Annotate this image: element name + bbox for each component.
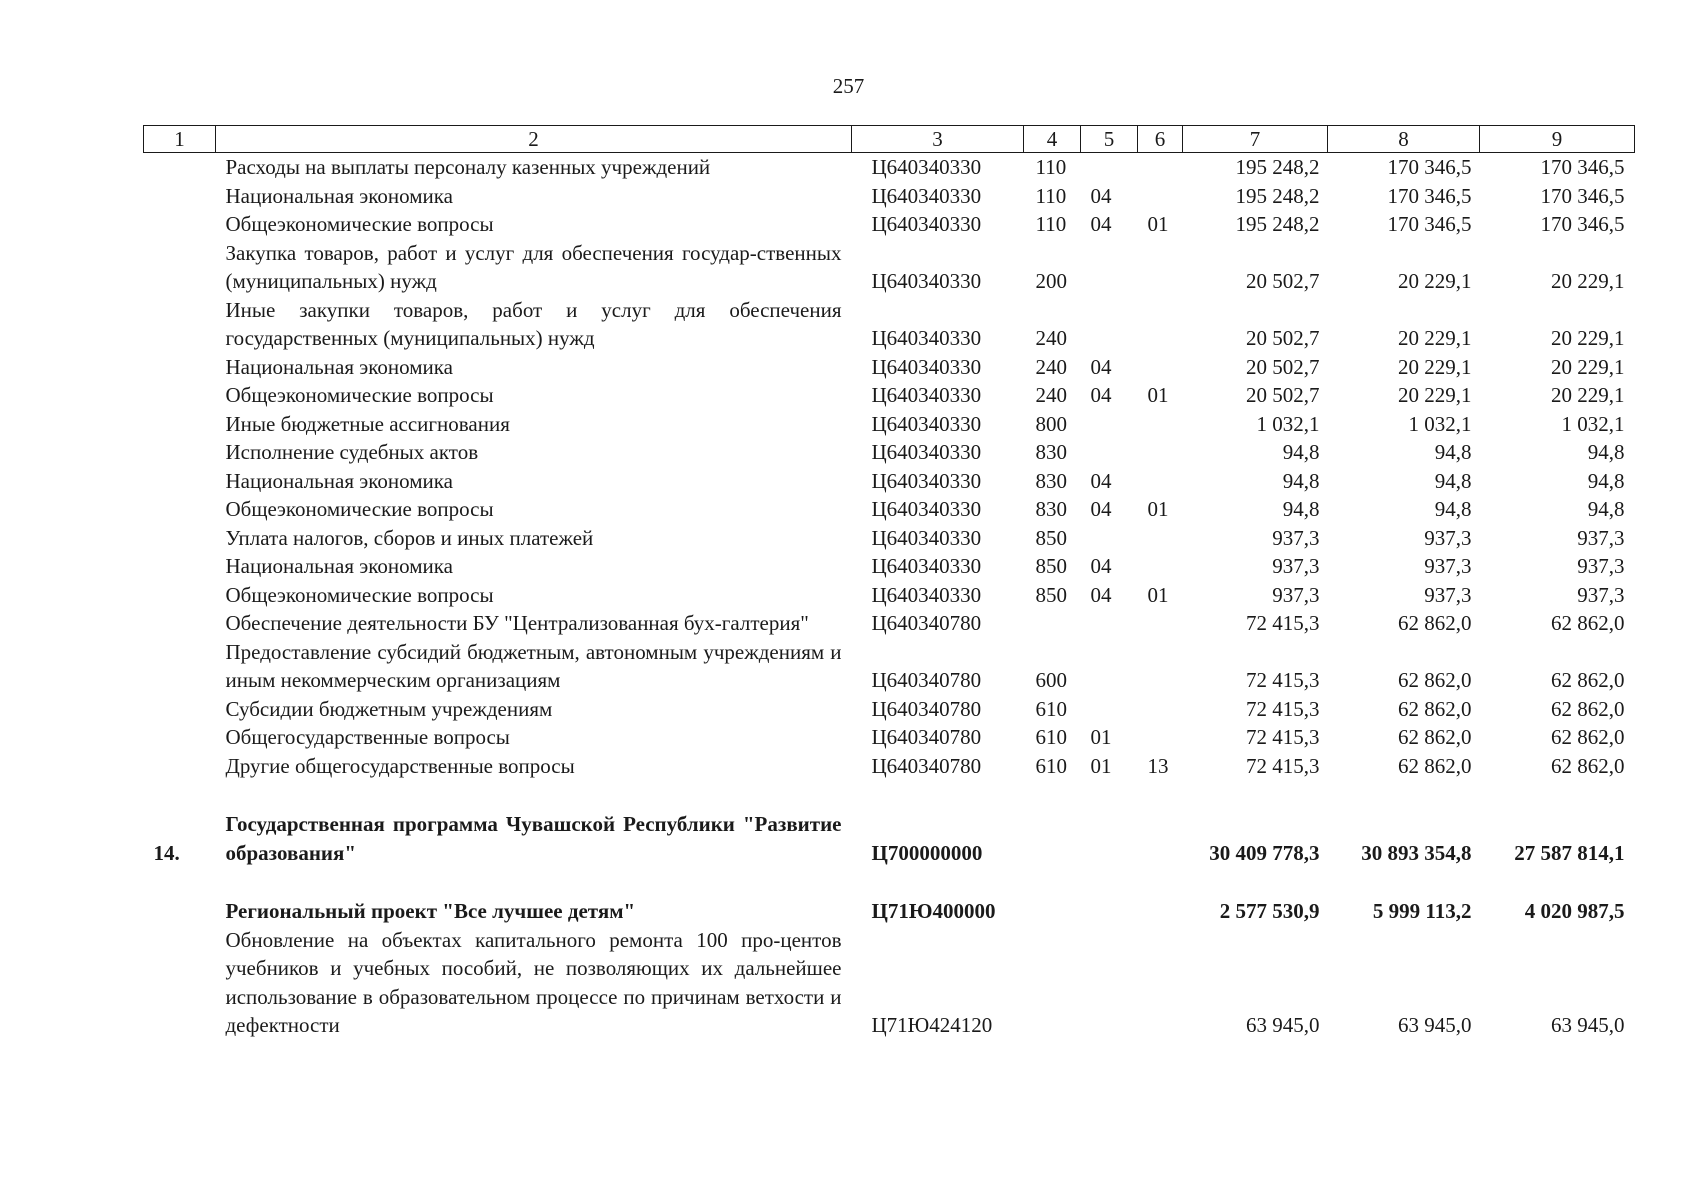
amount-col-8: 20 229,1 — [1398, 269, 1472, 293]
amount-col-9: 170 346,5 — [1540, 155, 1625, 179]
row-number — [144, 552, 216, 581]
section-code — [1081, 296, 1138, 353]
row-name: Исполнение судебных актов — [225, 440, 479, 464]
section-code: 04 — [1090, 497, 1112, 521]
row-name: Субсидии бюджетным учреждениям — [225, 696, 553, 721]
row-number — [144, 609, 216, 638]
amount-col-9: 170 346,5 — [1540, 212, 1625, 236]
expense-type: 110 — [1035, 155, 1067, 179]
section-code — [1081, 438, 1138, 467]
amount-col-7: 63 945,0 — [1246, 1013, 1320, 1037]
subsection-code: 01 — [1147, 383, 1169, 407]
amount-col-8: 62 862,0 — [1398, 753, 1472, 778]
amount-col-7: 20 502,7 — [1246, 354, 1320, 379]
project-row — [144, 897, 1635, 926]
amount-col-7: 195 248,2 — [1235, 155, 1320, 179]
target-code: Ц71Ю400000 — [871, 899, 996, 923]
subsection-code — [1138, 638, 1183, 695]
target-code: Ц640340330 — [871, 383, 982, 407]
table-row — [144, 524, 1635, 553]
column-header: 8 — [1328, 126, 1480, 153]
amount-col-8: 170 346,5 — [1387, 155, 1472, 179]
row-name: Предоставление субсидий бюджетным, автономным учреждениям и иным некоммерческим организациям — [225, 639, 842, 692]
table-row — [144, 723, 1635, 752]
section-code — [1081, 524, 1138, 553]
column-header: 7 — [1183, 126, 1328, 153]
amount-col-7: 72 415,3 — [1246, 696, 1320, 721]
row-number — [144, 695, 216, 724]
table-row — [144, 752, 1635, 781]
target-code: Ц640340330 — [871, 326, 982, 350]
amount-col-9: 62 862,0 — [1551, 611, 1625, 635]
subsection-code — [1138, 723, 1183, 752]
program-row — [144, 810, 1635, 867]
row-name: Общегосударственные вопросы — [225, 725, 510, 749]
amount-col-9: 20 229,1 — [1551, 326, 1625, 350]
row-number — [144, 752, 216, 781]
table-row — [144, 467, 1635, 496]
amount-col-8: 937,3 — [1424, 525, 1472, 550]
amount-col-8: 94,8 — [1434, 440, 1472, 464]
subsection-code: 13 — [1147, 753, 1169, 778]
row-name: Общеэкономические вопросы — [225, 497, 494, 521]
amount-col-8: 30 893 354,8 — [1361, 840, 1472, 865]
row-number — [144, 239, 216, 296]
row-number — [144, 495, 216, 524]
table-row — [144, 638, 1635, 695]
amount-col-7: 72 415,3 — [1246, 753, 1320, 778]
table-row — [144, 353, 1635, 382]
row-number — [144, 723, 216, 752]
section-code — [1081, 695, 1138, 724]
amount-col-8: 937,3 — [1424, 582, 1472, 607]
table-row — [144, 926, 1635, 1040]
page-number: 257 — [832, 74, 865, 98]
row-number — [144, 353, 216, 382]
table-row — [144, 495, 1635, 524]
spacer-row — [144, 780, 1635, 810]
row-name: Общеэкономические вопросы — [225, 383, 494, 407]
row-name: Национальная экономика — [225, 183, 453, 208]
expense-type: 610 — [1035, 753, 1067, 778]
amount-col-7: 20 502,7 — [1246, 326, 1320, 350]
amount-col-8: 62 862,0 — [1398, 668, 1472, 692]
expense-type: 850 — [1035, 582, 1067, 607]
section-code: 01 — [1090, 753, 1112, 778]
amount-col-8: 63 945,0 — [1398, 1013, 1472, 1037]
row-name: Обновление на объектах капитального ремонта 100 про-центов учебников и учебных пособий, не позволяющих их дальнейшее использование в образовательном процессе по причинам ветхости и дефектности — [225, 927, 842, 1037]
section-code: 04 — [1090, 554, 1112, 578]
row-number — [144, 638, 216, 695]
row-number — [144, 926, 216, 1040]
table-row — [144, 182, 1635, 211]
section-code: 04 — [1090, 468, 1112, 493]
amount-col-8: 20 229,1 — [1398, 383, 1472, 407]
row-number — [144, 381, 216, 410]
target-code: Ц640340330 — [871, 212, 982, 236]
row-name: Общеэкономические вопросы — [225, 582, 494, 607]
subsection-code — [1138, 182, 1183, 211]
row-name: Иные бюджетные ассигнования — [225, 411, 510, 436]
table-row — [144, 210, 1635, 239]
amount-col-9: 20 229,1 — [1551, 354, 1625, 379]
amount-col-8: 62 862,0 — [1398, 725, 1472, 749]
subsection-code — [1138, 239, 1183, 296]
amount-col-9: 27 587 814,1 — [1514, 840, 1625, 865]
amount-col-9: 937,3 — [1577, 554, 1625, 578]
amount-col-7: 94,8 — [1282, 440, 1320, 464]
row-number — [144, 438, 216, 467]
section-code: 01 — [1090, 725, 1112, 749]
subsection-code — [1138, 897, 1183, 926]
expense-type: 240 — [1035, 326, 1067, 350]
table-row — [144, 438, 1635, 467]
section-code — [1081, 926, 1138, 1040]
section-code — [1081, 810, 1138, 867]
row-number — [144, 296, 216, 353]
section-code: 04 — [1090, 383, 1112, 407]
expense-type — [1024, 609, 1081, 638]
target-code: Ц700000000 — [871, 840, 983, 865]
target-code: Ц640340330 — [871, 155, 982, 179]
amount-col-9: 170 346,5 — [1540, 183, 1625, 208]
amount-col-8: 1 032,1 — [1408, 411, 1472, 436]
subsection-code: 01 — [1147, 212, 1169, 236]
expense-type: 830 — [1035, 440, 1067, 464]
row-name: Закупка товаров, работ и услуг для обеспечения государ-ственных (муниципальных) нужд — [225, 240, 842, 293]
expense-type: 830 — [1035, 468, 1067, 493]
expense-type: 110 — [1035, 212, 1067, 236]
row-number — [144, 524, 216, 553]
section-code — [1081, 153, 1138, 182]
subsection-code — [1138, 410, 1183, 439]
table-row — [144, 410, 1635, 439]
table-row — [144, 153, 1635, 182]
amount-col-9: 4 020 987,5 — [1524, 899, 1625, 923]
amount-col-7: 20 502,7 — [1246, 269, 1320, 293]
subsection-code — [1138, 467, 1183, 496]
row-name: Национальная экономика — [225, 468, 453, 493]
target-code: Ц640340330 — [871, 582, 982, 607]
section-code — [1081, 638, 1138, 695]
row-number — [144, 410, 216, 439]
amount-col-9: 63 945,0 — [1551, 1013, 1625, 1037]
expense-type: 800 — [1035, 411, 1067, 436]
column-number-row — [144, 126, 1635, 153]
target-code: Ц640340330 — [871, 354, 982, 379]
row-name: Другие общегосударственные вопросы — [225, 753, 575, 778]
amount-col-8: 5 999 113,2 — [1372, 899, 1472, 923]
amount-col-9: 62 862,0 — [1551, 696, 1625, 721]
target-code: Ц640340780 — [871, 725, 982, 749]
row-name: Иные закупки товаров, работ и услуг для обеспечения государственных (муниципальных) нужд — [225, 297, 842, 350]
amount-col-7: 94,8 — [1282, 468, 1320, 493]
table-body — [144, 153, 1635, 1040]
amount-col-8: 937,3 — [1424, 554, 1472, 578]
subsection-code — [1138, 353, 1183, 382]
section-code: 04 — [1090, 212, 1112, 236]
amount-col-8: 170 346,5 — [1387, 183, 1472, 208]
table-row — [144, 239, 1635, 296]
subsection-code — [1138, 810, 1183, 867]
row-name: Национальная экономика — [225, 354, 453, 379]
amount-col-8: 20 229,1 — [1398, 354, 1472, 379]
amount-col-7: 937,3 — [1272, 525, 1320, 550]
amount-col-8: 62 862,0 — [1398, 611, 1472, 635]
table-row — [144, 381, 1635, 410]
target-code: Ц640340780 — [871, 753, 982, 778]
subsection-code — [1138, 153, 1183, 182]
row-name: Государственная программа Чувашской Республики "Развитие образования" — [225, 812, 842, 865]
amount-col-7: 20 502,7 — [1246, 383, 1320, 407]
target-code: Ц640340330 — [871, 411, 982, 436]
spacer-cell — [144, 780, 1635, 810]
expense-type — [1024, 810, 1081, 867]
amount-col-8: 170 346,5 — [1387, 212, 1472, 236]
row-name: Расходы на выплаты персоналу казенных учреждений — [225, 155, 711, 179]
target-code: Ц71Ю424120 — [871, 1013, 993, 1037]
amount-col-7: 937,3 — [1272, 582, 1320, 607]
row-name: Уплата налогов, сборов и иных платежей — [225, 525, 594, 550]
row-name: Национальная экономика — [225, 554, 453, 578]
amount-col-7: 30 409 778,3 — [1209, 840, 1320, 865]
expense-type: 610 — [1035, 725, 1067, 749]
amount-col-9: 937,3 — [1577, 525, 1625, 550]
row-number — [144, 182, 216, 211]
amount-col-9: 1 032,1 — [1561, 411, 1625, 436]
column-header: 5 — [1081, 126, 1138, 153]
amount-col-9: 20 229,1 — [1551, 383, 1625, 407]
column-header: 4 — [1024, 126, 1081, 153]
table-row — [144, 609, 1635, 638]
amount-col-9: 94,8 — [1587, 468, 1625, 493]
budget-table — [143, 125, 1635, 1040]
amount-col-8: 20 229,1 — [1398, 326, 1472, 350]
expense-type: 240 — [1035, 383, 1067, 407]
column-header: 9 — [1480, 126, 1635, 153]
expense-type: 200 — [1035, 269, 1067, 293]
amount-col-7: 72 415,3 — [1246, 725, 1320, 749]
amount-col-7: 1 032,1 — [1256, 411, 1320, 436]
column-header: 2 — [216, 126, 852, 153]
section-code: 04 — [1090, 354, 1112, 379]
target-code: Ц640340330 — [871, 440, 982, 464]
section-code — [1081, 239, 1138, 296]
amount-col-7: 72 415,3 — [1246, 668, 1320, 692]
amount-col-9: 62 862,0 — [1551, 725, 1625, 749]
amount-col-8: 62 862,0 — [1398, 696, 1472, 721]
subsection-code — [1138, 552, 1183, 581]
target-code: Ц640340780 — [871, 668, 982, 692]
row-number: 14. — [153, 840, 180, 865]
spacer-row — [144, 867, 1635, 897]
section-code — [1081, 410, 1138, 439]
target-code: Ц640340780 — [871, 696, 982, 721]
amount-col-7: 195 248,2 — [1235, 183, 1320, 208]
row-number — [144, 467, 216, 496]
row-number — [144, 897, 216, 926]
expense-type: 110 — [1035, 183, 1067, 208]
amount-col-9: 937,3 — [1577, 582, 1625, 607]
subsection-code: 01 — [1147, 497, 1169, 521]
row-name: Обеспечение деятельности БУ "Централизованная бух-галтерия" — [225, 611, 809, 635]
amount-col-7: 72 415,3 — [1246, 611, 1320, 635]
subsection-code — [1138, 609, 1183, 638]
amount-col-7: 195 248,2 — [1235, 212, 1320, 236]
subsection-code — [1138, 926, 1183, 1040]
amount-col-9: 94,8 — [1587, 497, 1625, 521]
table-row — [144, 581, 1635, 610]
amount-col-7: 94,8 — [1282, 497, 1320, 521]
column-header: 6 — [1138, 126, 1183, 153]
amount-col-7: 2 577 530,9 — [1219, 899, 1320, 923]
subsection-code — [1138, 695, 1183, 724]
target-code: Ц640340330 — [871, 525, 982, 550]
section-code: 04 — [1090, 582, 1112, 607]
expense-type — [1024, 897, 1081, 926]
column-header: 3 — [852, 126, 1024, 153]
amount-col-8: 94,8 — [1434, 497, 1472, 521]
expense-type — [1024, 926, 1081, 1040]
expense-type: 600 — [1035, 668, 1067, 692]
amount-col-8: 94,8 — [1434, 468, 1472, 493]
target-code: Ц640340330 — [871, 269, 982, 293]
expense-type: 240 — [1035, 354, 1067, 379]
expense-type: 830 — [1035, 497, 1067, 521]
row-number — [144, 153, 216, 182]
target-code: Ц640340330 — [871, 468, 982, 493]
row-name: Общеэкономические вопросы — [225, 212, 494, 236]
section-code: 04 — [1090, 183, 1112, 208]
spacer-cell — [144, 867, 1635, 897]
row-name: Региональный проект "Все лучшее детям" — [225, 899, 636, 923]
amount-col-9: 94,8 — [1587, 440, 1625, 464]
subsection-code — [1138, 524, 1183, 553]
amount-col-7: 937,3 — [1272, 554, 1320, 578]
row-number — [144, 210, 216, 239]
column-header: 1 — [144, 126, 216, 153]
section-code — [1081, 609, 1138, 638]
section-code — [1081, 897, 1138, 926]
target-code: Ц640340330 — [871, 497, 982, 521]
target-code: Ц640340330 — [871, 183, 982, 208]
subsection-code: 01 — [1147, 582, 1169, 607]
table-row — [144, 296, 1635, 353]
amount-col-9: 62 862,0 — [1551, 753, 1625, 778]
amount-col-9: 20 229,1 — [1551, 269, 1625, 293]
subsection-code — [1138, 438, 1183, 467]
row-number — [144, 581, 216, 610]
amount-col-9: 62 862,0 — [1551, 668, 1625, 692]
expense-type: 850 — [1035, 525, 1067, 550]
target-code: Ц640340780 — [871, 611, 982, 635]
table-header — [144, 126, 1635, 153]
subsection-code — [1138, 296, 1183, 353]
target-code: Ц640340330 — [871, 554, 982, 578]
expense-type: 610 — [1035, 696, 1067, 721]
expense-type: 850 — [1035, 554, 1067, 578]
table-row — [144, 695, 1635, 724]
table-row — [144, 552, 1635, 581]
